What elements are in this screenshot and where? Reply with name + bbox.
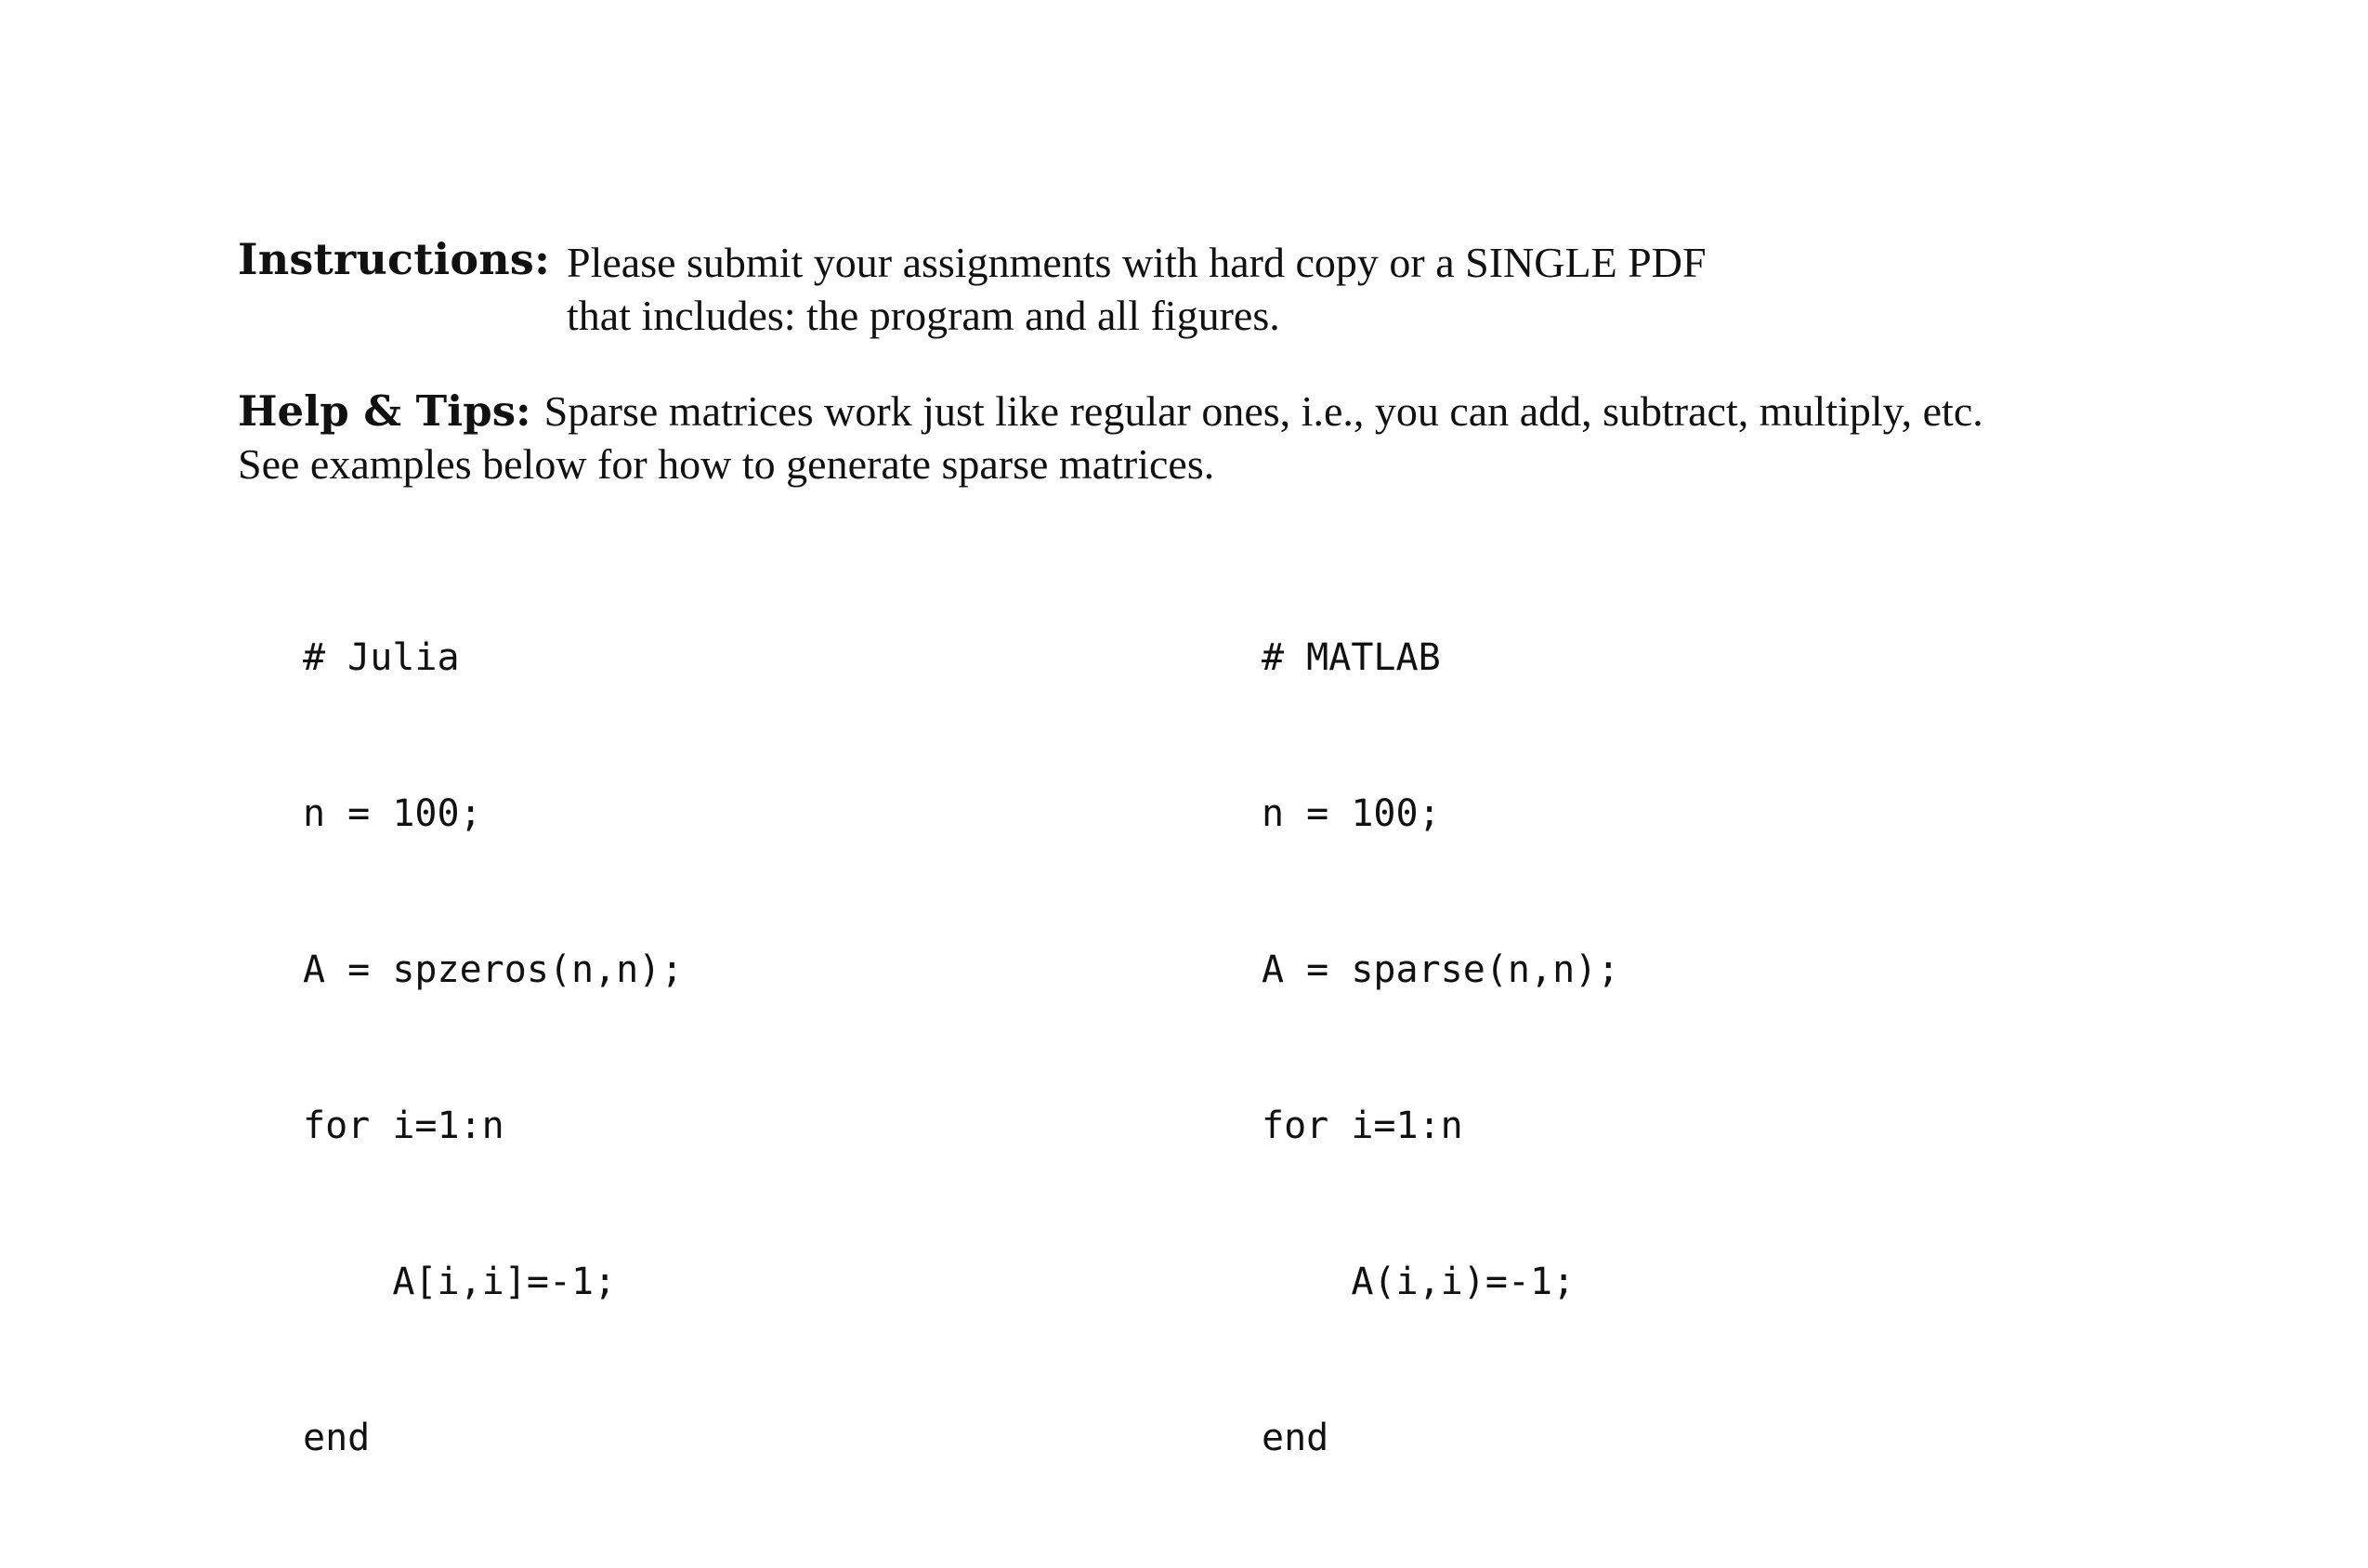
- instructions-line: Please submit your assignments with hard copy or a SINGLE PDF: [567, 239, 1707, 286]
- code-line: A(i,i)=-1;: [1262, 1261, 1576, 1303]
- help-tips-section: [238, 385, 2189, 496]
- code-line: # Julia: [303, 636, 460, 679]
- help-text: Sparse matrices work just like regular ones, i.e., you can add, subtract, multiply, etc.: [543, 387, 1983, 435]
- code-line: for i=1:n: [1262, 1104, 1463, 1147]
- code-line: # MATLAB: [1262, 636, 1441, 679]
- code-line: A[i,i]=-1;: [303, 1261, 617, 1303]
- instructions-line: that includes: the program and all figures.: [567, 292, 1280, 339]
- code-line: A = sparse(n,n);: [1262, 948, 1620, 991]
- matlab-code-block: [1262, 528, 1619, 1568]
- code-line: n = 100;: [1262, 792, 1441, 835]
- help-line: [238, 385, 2189, 438]
- code-line: for i=1:n: [303, 1104, 504, 1147]
- instructions-text: [567, 236, 1707, 342]
- code-line: end: [1262, 1417, 1329, 1459]
- instructions-section: [238, 232, 2003, 344]
- julia-code-block: [303, 528, 683, 1568]
- help-line: See examples below for how to generate sparse matrices.: [238, 440, 1215, 488]
- code-line: end: [303, 1417, 371, 1459]
- code-line: n = 100;: [303, 792, 482, 835]
- help-tips-label: Help & Tips:: [238, 386, 531, 436]
- code-line: A = spzeros(n,n);: [303, 948, 684, 991]
- instructions-label: Instructions:: [238, 234, 551, 284]
